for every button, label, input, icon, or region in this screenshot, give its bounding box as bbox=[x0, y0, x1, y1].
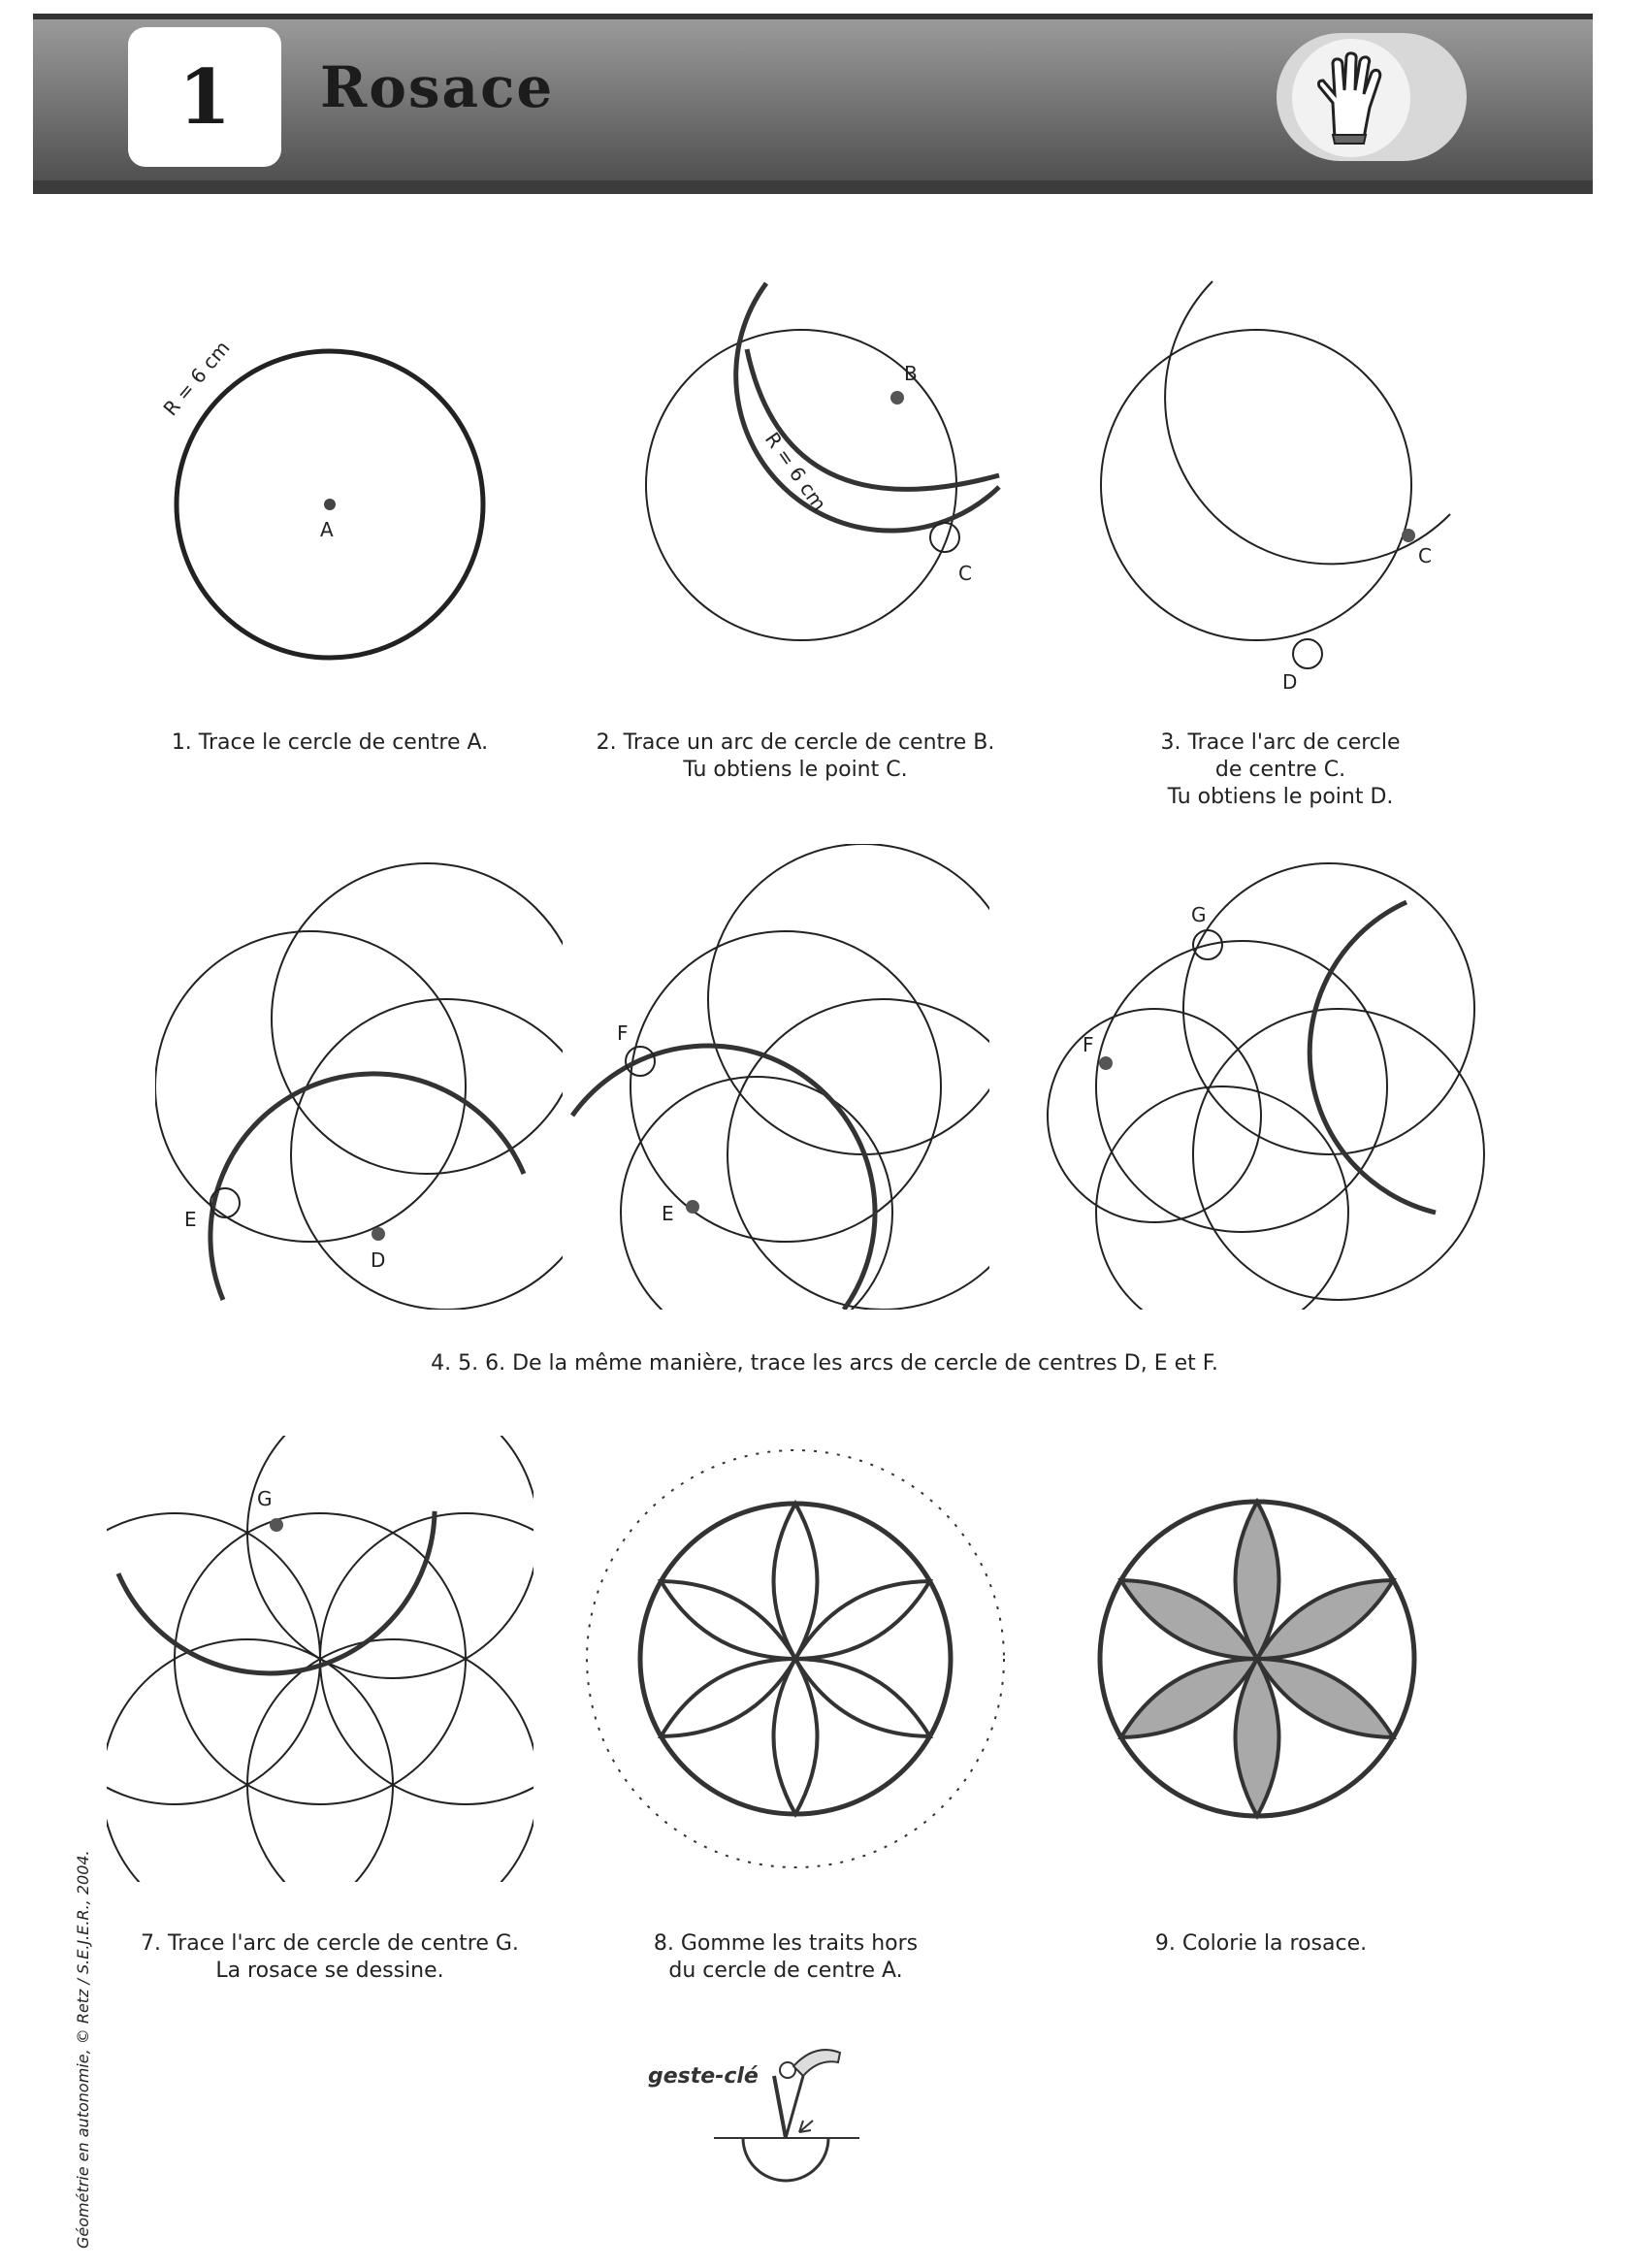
copyright-notice: Géométrie en autonomie, © Retz / S.E.J.E.R., 2004. bbox=[74, 1850, 92, 2249]
figure-step-7 bbox=[107, 1436, 534, 1882]
label-radius: R = 6 cm bbox=[760, 428, 831, 515]
point-d bbox=[372, 1227, 385, 1241]
caption-step-1: 1. Trace le cercle de centre A. bbox=[171, 730, 489, 755]
point-e bbox=[686, 1200, 699, 1214]
point-d-marker bbox=[1293, 639, 1322, 668]
caption-step-2: 2. Trace un arc de cercle de centre B. Tu obtiens le point C. bbox=[596, 730, 995, 782]
caption-step-7: 7. Trace l'arc de cercle de centre G. La rosace se dessine. bbox=[141, 1931, 519, 1983]
label-e: E bbox=[184, 1208, 197, 1231]
label-g: G bbox=[1191, 903, 1207, 926]
compass-icon bbox=[714, 2037, 869, 2183]
caption-step-3: 3. Trace l'arc de cercle de centre C. Tu obtiens le point D. bbox=[1160, 730, 1401, 809]
circle-center-a bbox=[1101, 330, 1411, 640]
arc-center-e bbox=[572, 1046, 875, 1310]
caption-steps-4-5-6: 4. 5. 6. De la même manière, trace les arcs de cercle de centres D, E et F. bbox=[431, 1351, 1218, 1376]
figure-step-5 bbox=[563, 844, 989, 1310]
label-a: A bbox=[320, 518, 334, 541]
arc-center-d bbox=[210, 1074, 524, 1300]
label-c: C bbox=[1418, 544, 1432, 567]
label-c: C bbox=[958, 562, 972, 585]
point-c bbox=[1402, 529, 1415, 542]
label-g: G bbox=[257, 1487, 273, 1510]
label-d: D bbox=[371, 1248, 386, 1272]
geste-cle-label: geste-clé bbox=[648, 2064, 759, 2089]
label-f: F bbox=[617, 1021, 629, 1045]
figure-step-2 bbox=[621, 262, 1048, 728]
hand-icon bbox=[1292, 39, 1410, 157]
label-e: E bbox=[662, 1202, 674, 1225]
header-banner-stripe bbox=[33, 180, 1593, 194]
point-a bbox=[324, 499, 336, 510]
point-g bbox=[270, 1518, 283, 1532]
label-radius: R = 6 cm bbox=[158, 336, 235, 421]
page-title: Rosace bbox=[320, 54, 555, 120]
point-b bbox=[890, 391, 904, 405]
caption-step-9: 9. Colorie la rosace. bbox=[1154, 1931, 1368, 1956]
point-f bbox=[1099, 1056, 1113, 1070]
figure-step-4 bbox=[155, 844, 563, 1310]
point-c-marker bbox=[930, 523, 959, 552]
arc-center-f bbox=[1310, 902, 1436, 1213]
caption-step-8: 8. Gomme les traits hors du cercle de centre A. bbox=[653, 1931, 919, 1983]
exercise-number: 1 bbox=[128, 27, 281, 167]
figure-step-1 bbox=[146, 320, 534, 679]
label-d: D bbox=[1282, 670, 1298, 694]
figure-step-6 bbox=[1009, 844, 1494, 1310]
figure-step-9 bbox=[1067, 1455, 1474, 1863]
figure-step-3 bbox=[1096, 262, 1484, 718]
label-f: F bbox=[1083, 1033, 1094, 1056]
label-b: B bbox=[904, 362, 918, 385]
arc-center-b bbox=[736, 283, 999, 531]
figure-step-8 bbox=[572, 1436, 1018, 1882]
